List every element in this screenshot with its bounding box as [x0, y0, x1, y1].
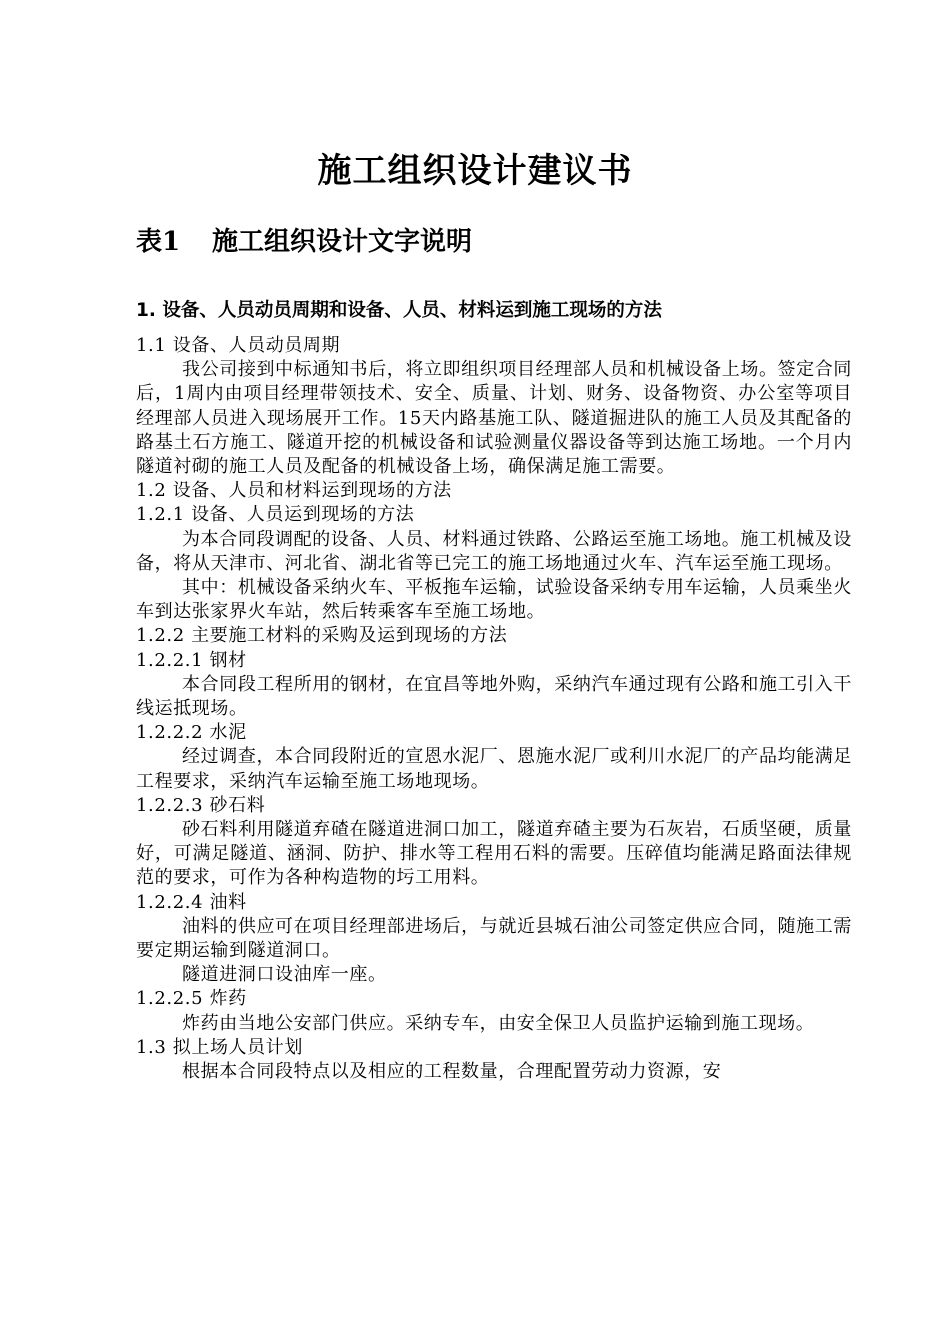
- subsection-heading: 1.1 设备、人员动员周期: [136, 335, 341, 356]
- paragraph: 经过调查，本合同段附近的宣恩水泥厂、恩施水泥厂或利川水泥厂的产品均能满足工程要求，采纳汽车运输至施工场地现场。: [136, 746, 852, 792]
- subsection-heading: 1.2 设备、人员和材料运到现场的方法: [136, 480, 452, 502]
- table-title: [136, 222, 472, 262]
- paragraph: 根据本合同段特点以及相应的工程数量，合理配置劳动力资源，安: [182, 1061, 722, 1083]
- subsection-heading: 1.2.2.5 炸药: [136, 988, 247, 1010]
- subsection-heading: 1.2.2.3 砂石料: [136, 794, 266, 816]
- paragraph: 其中：机械设备采纳火车、平板拖车运输，试验设备采纳专用车运输，人员乘坐火车到达张家界火车站，然后转乘客车至施工场地。: [136, 577, 852, 623]
- paragraph: 隧道进洞口设油库一座。: [182, 964, 387, 986]
- subsection-heading: 1.2.2.2 水泥: [136, 722, 247, 744]
- paragraph: 本合同段工程所用的钢材，在宜昌等地外购，采纳汽车通过现有公路和施工引入干线运抵现场。: [136, 673, 852, 720]
- subsection-heading: 1.2.2.1 钢材: [136, 649, 247, 671]
- section-heading: 1. 设备、人员动员周期和设备、人员、材料运到施工现场的方法: [136, 300, 662, 321]
- paragraph: 为本合同段调配的设备、人员、材料通过铁路、公路运至施工场地。施工机械及设备，将从天津市、河北省、湖北省等已完工的施工场地通过火车、汽车运至施工现场。: [136, 528, 852, 574]
- paragraph: 我公司接到中标通知书后，将立即组织项目经理部人员和机械设备上场。签定合同后，1周内由项目经理带领技术、安全、质量、计划、财务、设备物资、办公室等项目经理部人员进入现场展开工作。15天内路基施工队、隧道掘进队的施工人员及其配备的路基土石方施工、隧道开挖的机械设备和试验测量仪器设备等到达施工场地。一个月内隧道衬砌的施工人员及配备的机械设备上场，确保满足施工需要。: [136, 359, 852, 478]
- subsection-heading: 1.2.2.4 油料: [136, 891, 247, 913]
- subsection-heading: 1.3 拟上场人员计划: [136, 1036, 303, 1058]
- paragraph: 砂石料利用隧道弃碴在隧道进洞口加工，隧道弃碴主要为石灰岩，石质坚硬，质量好，可满足隧道、涵洞、防护、排水等工程用石料的需要。压碎值均能满足路面法律规范的要求，可作为各种构造物的圬工用料。: [136, 819, 852, 889]
- document-title: 施工组织设计建议书: [317, 151, 633, 191]
- subsection-heading: 1.2.2 主要施工材料的采购及运到现场的方法: [136, 625, 508, 647]
- table-title-text: 施工组织设计文字说明: [212, 227, 473, 257]
- table-label: 表1: [136, 227, 181, 257]
- paragraph: 油料的供应可在项目经理部进场后，与就近县城石油公司签定供应合同，随施工需要定期运输到隧道洞口。: [136, 915, 852, 962]
- document-body: [136, 334, 852, 1084]
- subsection-heading: 1.2.1 设备、人员运到现场的方法: [136, 504, 415, 526]
- paragraph: 炸药由当地公安部门供应。采纳专车，由安全保卫人员监护运输到施工现场。: [182, 1012, 815, 1034]
